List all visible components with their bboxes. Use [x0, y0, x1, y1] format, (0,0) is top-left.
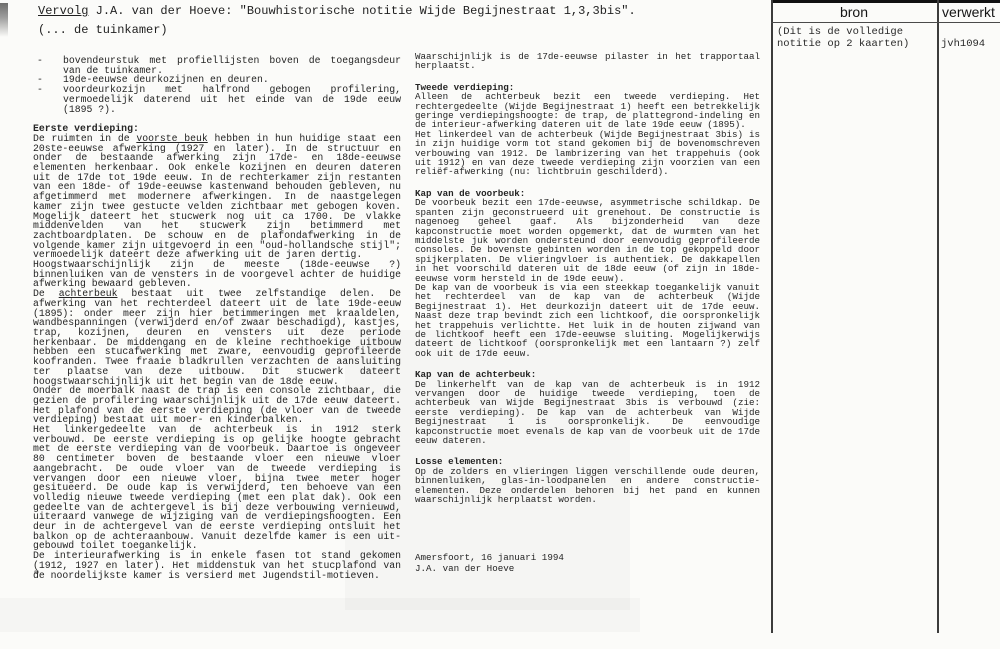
bullet-marker: -: [37, 55, 43, 66]
document-title-rest: J.A. van der Hoeve: "Bouwhistorische notitie Wijde Begijnestraat 1,3,3bis".: [88, 4, 636, 18]
bullet-marker: -: [37, 74, 43, 86]
text-segment: hebben in hun huidige staat een 20ste-eeuwse afwerking (1927 en later). In de structuur en onder de bestaande afwerking zijn 17de- en 18de-eeuwse elementen herkenbaar. Ook enkele kozijnen en deuren dateren uit de 17de tot 19de eeuw. In de rechterkamer zijn restanten van een 18de- of 19de-eeuwse kastenwand behouden gebleven, nu afgetimmerd met modernere afwerkingen. In de naastgelegen kamer zijn twee gestucte velden zichtbaar met gebogen koven. Mogelijk dateert het stucwerk nog uit ca 1700. De vlakke middenvelden van het stucwerk zijn betimmerd met zachtboardplaten. De schouw en de plafondafwerking in de volgende kamer zijn uitgevoerd in een "oud-hollandsche stijl"; vermoedelijk dateert deze afwerking uit de jaren dertig.: [33, 132, 401, 261]
bullet-item: [33, 56, 401, 75]
paragraph: [415, 467, 760, 505]
text-segment: De interieurafwerking is in enkele fasen tot stand gekomen (1912, 1927 en later). Het middenstuk van het stucplafond van de noordelijkste kamer is versierd met Jugendstil-motieven.: [33, 550, 401, 581]
verwerkt-code: jvh1094: [941, 38, 986, 50]
text-segment: Het linkergedeelte van de achterbeuk is in 1912 sterk verbouwd. De eerste verdieping is op gelijke hoogte gebracht met de eerste verdieping van de voorbeuk. Daartoe is ongeveer 80 centimeter boven de bestaande vloer een nieuwe vloer aangebracht. De oude vloer van de tweede verdieping is vervangen door een nieuwe vloer, bijna twee meter hoger gesitueerd. De oude kap is verwijderd, ten behoeve van een volledig nieuwe tweede verdieping (met een plat dak). Ook een gedeelte van de achtergevel is bij deze verbouwing vernieuwd, uiteraard vanwege de wijziging van de verdiepingshoogten. Een deur in de achtergevel van de eerste verdieping ontsluit het balkon op de achteraanbouw. Vanuit dezelfde kamer is een uit-gebouwd toilet toegankelijk.: [33, 424, 401, 552]
bullet-text: bovendeurstuk met profiellijsten boven de toegangsdeur van de tuinkamer.: [63, 55, 401, 76]
text-segment: Kap van de voorbeuk:: [415, 187, 526, 199]
paragraph: [415, 198, 760, 283]
document-title: [38, 2, 636, 20]
signature: [415, 552, 564, 574]
document-subtitle: (... de tuinkamer): [38, 23, 168, 37]
text-segment: De linkerhelft van de kap van de achterbeuk is in 1912 vervangen door de huidige tweede verdieping, toen de achterbeuk van Wijde Begijnestraat 3bis is verbouwd (zie: eerste verdieping). De kap van de achterbeuk van Wijde Begijnestraat 1 is oorspronkelijk. De eenvoudige kapconstructie moet evenals de kap van de voorbeuk uit de 17de eeuw dateren.: [415, 378, 760, 447]
paragraph: [415, 283, 760, 358]
right-column-blocks: [415, 52, 760, 504]
text-segment: De ruimten in de: [33, 132, 137, 144]
underlined-term: voorste beuk: [136, 132, 208, 144]
paragraph: [33, 289, 401, 386]
bullet-item: [33, 85, 401, 114]
bron-note: (Dit is de volledige notitie op 2 kaarten): [777, 26, 910, 50]
text-segment: Onder de moerbalk naast de trap is een console zichtbaar, die gezien de profilering waarschijnlijk uit de 17de eeuw dateert. Het plafond van de eerste verdieping (de vloer van de tweede verdieping) bestaat uit moer- en kinderbalken.: [33, 385, 401, 426]
paragraph: [415, 92, 760, 130]
text-segment: Kap van de achterbeuk:: [415, 369, 537, 381]
paragraph: [415, 380, 760, 446]
margin-table-top-border: [771, 0, 1000, 3]
paragraph: [33, 425, 401, 551]
left-column-blocks: [33, 124, 401, 580]
bron-column-header: bron: [839, 4, 869, 20]
text-segment: Waarschijnlijk is de 17de-eeuwse pilaster in het trapportaal herplaatst.: [415, 51, 760, 72]
text-segment: Alleen de achterbeuk bezit een tweede verdieping. Het rechtergedeelte (Wijde Begijnestraat 1) heeft een betrekkelijk geringe verdiepingshoogte: de trap, de plattegrond-indeling en de interieur-afwerking dateren uit de late 19de eeuw (1895).: [415, 91, 760, 131]
text-segment: Op de zolders en vlieringen liggen verschillende oude deuren, binnenluiken, glas-in-loodpanelen en andere constructie-elementen. Deze onderdelen behoren bij het pand en kunnen waarschijnlijk herplaatst worden.: [415, 465, 760, 506]
bullet-text: 19de-eeuwse deurkozijnen en deuren.: [63, 74, 269, 86]
bullet-text: voordeurkozijn met halfrond gebogen profilering, vermoedelijk daterend uit het einde van de 19de eeuw (1895 ?).: [63, 84, 401, 115]
text-segment: Eerste verdieping:: [33, 123, 139, 135]
verwerkt-column-header: verwerkt: [942, 4, 995, 20]
document-header: [38, 2, 636, 39]
text-segment: Hoogstwaarschijnlijk zijn de meeste (18de-eeuwse ?) binnenluiken van de vensters in de voorgevel achter de huidige afwerking bewaard gebleven.: [33, 259, 401, 290]
paragraph: [33, 551, 401, 580]
text-segment: Losse elementen:: [415, 456, 504, 468]
paragraph: [33, 386, 401, 425]
paragraph: [33, 260, 401, 289]
paragraph: [33, 134, 401, 260]
left-text-column: [33, 56, 401, 580]
text-segment: Het linkerdeel van de achterbeuk (Wijde Begijnestraat 3bis) is in zijn huidige vorm tot stand gekomen bij de bovenomschreven verbouwing van 1912. De lambrizering van het trappehuis (ook uit 1912) en van deze tweede verdieping zijn voorzien van een reliëf-afwerking (nu: lichtbruin geschilderd).: [415, 128, 760, 178]
bullet-marker: -: [37, 84, 43, 96]
underlined-term: achterbeuk: [58, 288, 118, 300]
scan-smudge-top-left: [0, 3, 8, 37]
paragraph: [415, 52, 760, 71]
text-segment: bestaat uit twee zelfstandige delen. De afwerking van het rechterdeel dateert uit de late 19de-eeuw (1895): onder meer zijn hier betimmeringen met kraaldelen, wandbespanningen (verwijderd en/of zwaar beschadigd), kastjes, trap, kozijnen, deuren en vensters uit deze periode herkenbaar. De middengang en de kleine rechthoekige uitbouw hebben een stucafwerking met zware, eenvoudig geprofileerde koofranden. Twee fraaie bladkrullen verzachten de aansluiting ter plaatse van deze uitbouw. Dit stucwerk dateert hoogstwaarschijnlijk uit het begin van de 18de eeuw.: [33, 288, 401, 387]
right-text-column: [415, 52, 760, 504]
scan-shading-bottom: [0, 598, 640, 632]
verwerkt-column-left-rule: [937, 0, 939, 633]
document-title-prefix: Vervolg: [38, 4, 89, 18]
text-segment: De: [33, 288, 59, 300]
bullet-list: [33, 56, 401, 114]
paragraph: [415, 130, 760, 177]
bron-column-left-rule: [771, 0, 773, 633]
signature-author: J.A. van der Hoeve: [415, 563, 515, 574]
text-segment: De kap van de voorbeuk is via een steekkap toegankelijk vanuit het rechterdeel van de kap van de achterbeuk (Wijde Begijnestraat 1). Het deurkozijn dateert uit de 17de eeuw. Naast deze trap bevindt zich een lichtkoof, die oorspronkelijk het trappehuis verlichtte. Het luik in de houten zijwand van de lichtkoof heeft een 17de-eeuwse sluiting. Mogelijkerwijs dateert de lichtkoof (oorspronkelijk met een lantaarn ?) zelf ook uit de 17de eeuw.: [415, 281, 760, 359]
text-segment: Tweede verdieping:: [415, 81, 515, 93]
margin-table-header-divider: [771, 22, 1000, 23]
text-segment: De voorbeuk bezit een 17de-eeuwse, asymmetrische schildkap. De spanten zijn geconstrueerd uit grenehout. De constructie is nagenoeg geheel gaaf. Als bijzonderheid van deze kapconstructie moet worden opgemerkt, dat de wurmten van het middelste juk worden ondersteund door eenvoudig geprofileerde consoles. De bovenste gebinten worden in de top gekoppeld door spijkerplaten. De vlieringvloer is authentiek. De dakkapellen in het voorschild dateren uit de 18de eeuw (of zijn in 18de-eeuwse vorm hersteld in de 19de eeuw).: [415, 197, 760, 284]
signature-place-date: Amersfoort, 16 januari 1994: [415, 552, 564, 563]
